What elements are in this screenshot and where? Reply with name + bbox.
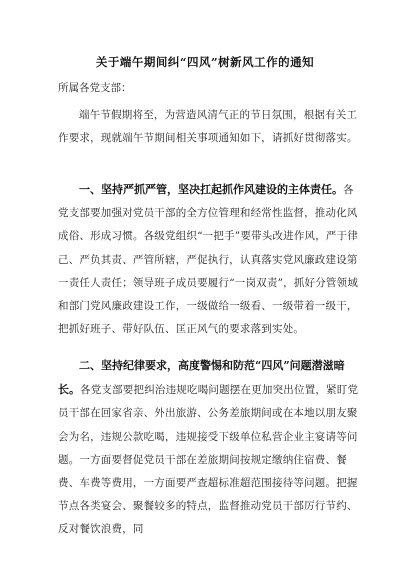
section-2-heading: 二、坚持纪律要求，高度警惕和防范“四风”问题潜滋暗长。	[58, 359, 345, 397]
section-1-body: 各党支部要加强对党员干部的全方位管理和经常性监督，推动化风成俗、形成习惯。各级党组织“一把手”要带头改进作风，严于律己、严负其责、严管所辖，严促执行，认真落实党风廉政建设第一责任人责任；领导班子成员要履行“一岗双责”，抓好分管领域和部门党风廉政建设工作，一级做给一级看、一级带着一级干，把抓好班子、带好队伍、匡正风气的要求落到实处。	[58, 184, 359, 336]
section-1	[58, 178, 364, 341]
section-1-heading: 一、坚持严抓严管，坚决扛起抓作风建设的主体责任。	[79, 183, 343, 196]
section-2-body: 各党支部要把纠治违规吃喝问题摆在更加突出位置，紧盯党员干部在回家省亲、外出旅游、公务差旅期间或在本地以朋友聚会为名，违规公款吃喝，违规接受下级单位私营企业主宴请等问题。一方面要督促党员干部在差旅期间按规定缴纳住宿费、餐费、车费等费用，一方面要严查超标准超范围接待等问题。把握节点各类宴会、聚餐较多的特点，监督推动党员干部厉行节约、反对餐饮浪费，同	[58, 384, 359, 536]
intro-text: 端午节假期将至，为营造风清气正的节日氛围，根据有关工作要求，现就端午节期间相关事项通知如下，请抓好贯彻落实。	[58, 109, 358, 145]
intro-paragraph	[58, 104, 364, 150]
section-2	[58, 354, 364, 542]
salutation: 所属各党支部：	[58, 82, 132, 94]
document-title: 关于端午期间纠“四风”树新风工作的通知	[95, 55, 315, 69]
